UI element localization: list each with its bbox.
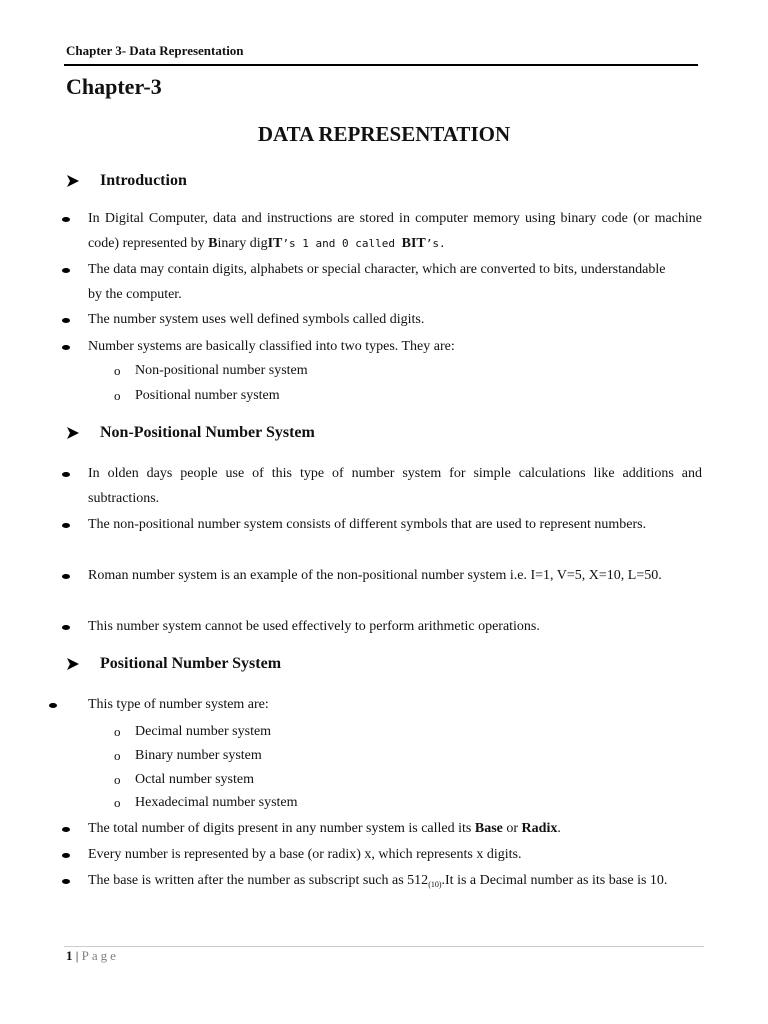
page-footer: 1 | Page bbox=[66, 948, 119, 963]
section-heading-non-positional bbox=[66, 424, 315, 442]
list-item: The data may contain digits, alphabets or special character, which are converted to bits, understandable by the computer. bbox=[88, 262, 666, 302]
bullet-icon bbox=[62, 472, 70, 477]
bullet-icon bbox=[62, 523, 70, 528]
sub-bullet-marker: o bbox=[114, 363, 121, 378]
list-item: Number systems are basically classified into two types. They are: bbox=[88, 339, 455, 354]
sub-bullet-marker: o bbox=[114, 748, 121, 763]
bullet-icon bbox=[49, 703, 57, 708]
arrowhead-bullet-icon bbox=[66, 426, 80, 440]
sub-list-item: Octal number system bbox=[135, 772, 254, 787]
sub-list-item: Decimal number system bbox=[135, 724, 272, 739]
page-label: Page bbox=[81, 948, 119, 963]
bullet-icon bbox=[62, 217, 70, 222]
section-heading-label: Introduction bbox=[100, 172, 187, 189]
header-rule bbox=[64, 64, 698, 66]
sub-list-item: Binary number system bbox=[135, 748, 262, 763]
section-heading-label: Non-Positional Number System bbox=[100, 424, 315, 441]
bullet-icon bbox=[62, 853, 70, 858]
bullet-icon bbox=[62, 318, 70, 323]
main-title: DATA REPRESENTATION bbox=[257, 122, 511, 146]
list-item: This number system cannot be used effectively to perform arithmetic operations. bbox=[88, 619, 540, 634]
bullet-icon bbox=[62, 345, 70, 350]
sub-bullet-marker: o bbox=[114, 388, 121, 403]
bullet-icon bbox=[62, 574, 70, 579]
sub-bullet-marker: o bbox=[114, 772, 121, 787]
list-item: Every number is represented by a base (or radix) x, which represents x digits. bbox=[88, 847, 522, 862]
list-item: The number system uses well defined symbols called digits. bbox=[88, 312, 425, 327]
list-item: Roman number system is an example of the non-positional number system i.e. I=1, V=5, X=10, L=50. bbox=[88, 568, 662, 583]
list-item: In Digital Computer, data and instructions are stored in computer memory using binary code (or machine code) represented by Binary digIT’s 1 and 0 called BIT’s. bbox=[88, 211, 702, 251]
list-item: The base is written after the number as subscript such as $512_{(10)}.It$ is a Decimal number as its base is 10. bbox=[88, 873, 668, 889]
page-number: 1 bbox=[66, 948, 73, 963]
list-item: The non-positional number system consists of different symbols that are used to represent numbers. bbox=[88, 517, 647, 532]
chapter-title: Chapter-3 bbox=[66, 74, 162, 99]
footer-rule bbox=[64, 946, 704, 947]
bullet-icon bbox=[62, 827, 70, 832]
arrowhead-bullet-icon bbox=[66, 174, 80, 188]
sub-list-item: Hexadecimal number system bbox=[135, 795, 298, 810]
running-header: Chapter 3- Data Representation bbox=[66, 43, 244, 58]
sub-bullet-marker: o bbox=[114, 724, 121, 739]
section-heading-label: Positional Number System bbox=[100, 655, 282, 672]
bullet-icon bbox=[62, 625, 70, 630]
section-heading-positional bbox=[66, 655, 281, 673]
sub-list-item: Positional number system bbox=[135, 388, 280, 403]
list-item: The total number of digits present in any number system is called its Base or Radix. bbox=[88, 821, 561, 836]
arrowhead-bullet-icon bbox=[66, 657, 80, 671]
list-item: In olden days people use of this type of number system for simple calculations like additions and subtractions. bbox=[88, 466, 702, 506]
sub-list-item: Non-positional number system bbox=[135, 363, 308, 378]
sub-bullet-marker: o bbox=[114, 795, 121, 810]
section-heading-introduction bbox=[66, 172, 187, 190]
list-item: This type of number system are: bbox=[88, 697, 269, 712]
bullet-icon bbox=[62, 268, 70, 273]
bullet-icon bbox=[62, 879, 70, 884]
